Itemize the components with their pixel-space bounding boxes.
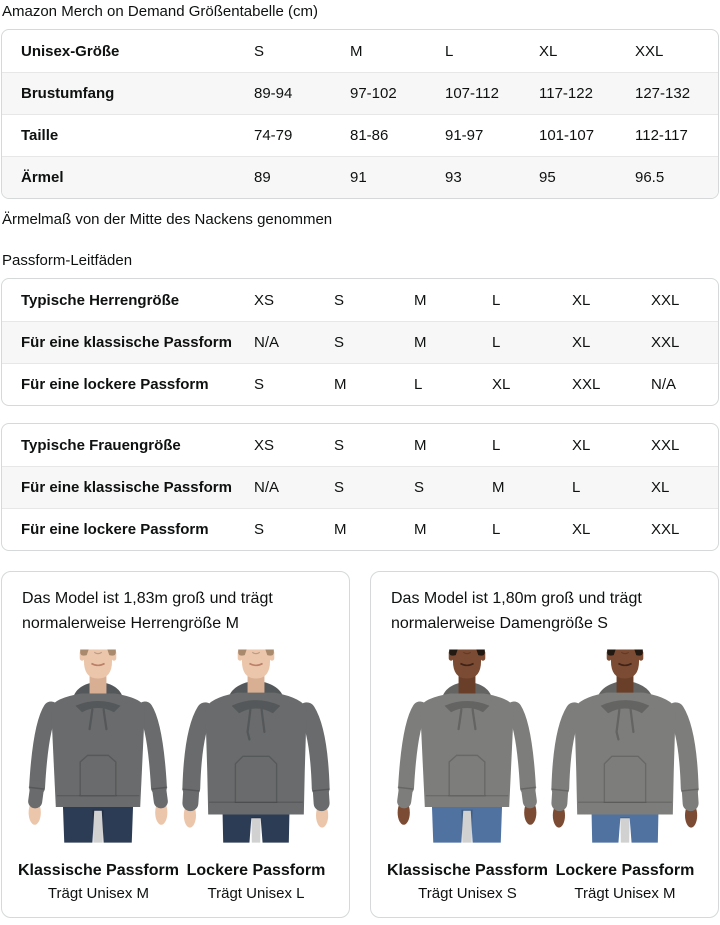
fit-cell: L [492, 521, 501, 538]
fit-cell: S [334, 479, 345, 496]
fit-label: Lockere Passform [186, 862, 326, 879]
male-model-card [1, 571, 350, 918]
male-classic-fit-photo [23, 643, 173, 849]
size-label: Trägt Unisex L [207, 885, 305, 902]
row-label: Für eine klassische Passform [21, 334, 232, 351]
fit-cell: L [492, 334, 501, 351]
men-fit-table [1, 278, 719, 406]
table-row [2, 321, 718, 363]
fit-cell: S [334, 436, 345, 454]
fit-guides-title: Passform-Leitfäden [2, 252, 133, 269]
fit-cell: XL [572, 521, 591, 538]
model-description: Das Model ist 1,83m groß und trägt normalerweise Herrengröße M [22, 590, 273, 632]
row-label: Für eine lockere Passform [21, 376, 209, 393]
fit-label: Lockere Passform [555, 862, 695, 879]
measure-cell: 93 [445, 169, 462, 186]
fit-cell: L [414, 376, 423, 393]
fit-cell: S [334, 334, 345, 351]
table-row [2, 72, 718, 114]
row-label: Typische Frauengröße [21, 436, 181, 454]
fit-cell: L [572, 479, 581, 496]
figure-grid [387, 636, 702, 905]
male-loose-fit-photo [181, 643, 331, 849]
fit-cell: M [414, 291, 427, 309]
fit-cell: XL [651, 479, 670, 496]
measure-cell: 81-86 [350, 127, 389, 144]
size-label: Trägt Unisex S [418, 885, 517, 902]
measure-cell: 107-112 [445, 85, 499, 102]
fit-label: Klassische Passform [387, 862, 548, 879]
page-title: Amazon Merch on Demand Größentabelle (cm) [2, 3, 318, 20]
model-description: Das Model ist 1,80m groß und trägt normalerweise Damengröße S [391, 590, 642, 632]
size-header-cell: M [350, 42, 363, 60]
measure-cell: 97-102 [350, 85, 397, 102]
table-row [2, 279, 718, 321]
model-cards-row [1, 571, 719, 918]
row-label: Für eine klassische Passform [21, 479, 232, 496]
female-model-card [370, 571, 719, 918]
row-label: Ärmel [21, 169, 64, 186]
fit-cell: N/A [254, 334, 280, 351]
fit-cell: XL [572, 334, 591, 351]
fit-label: Klassische Passform [18, 862, 179, 879]
model-figure-loose [179, 636, 333, 905]
measure-cell: 89-94 [254, 85, 293, 102]
measure-cell: 91-97 [445, 127, 484, 144]
size-header-cell: S [254, 42, 265, 60]
row-label: Für eine lockere Passform [21, 521, 209, 538]
model-figure-classic [387, 636, 548, 905]
measure-cell: 96.5 [635, 169, 665, 186]
fit-cell: XL [572, 291, 591, 309]
row-label: Taille [21, 127, 59, 144]
measure-cell: 91 [350, 169, 367, 186]
size-label: Trägt Unisex M [47, 885, 150, 902]
size-header-cell: L [445, 42, 454, 60]
fit-cell: N/A [651, 376, 677, 393]
fit-cell: XS [254, 436, 275, 454]
women-fit-table [1, 423, 719, 551]
measure-cell: 74-79 [254, 127, 293, 144]
model-figure-loose [548, 636, 702, 905]
fit-cell: XXL [651, 521, 680, 538]
measure-cell: 112-117 [635, 127, 688, 144]
size-label: Trägt Unisex M [574, 885, 676, 902]
size-header-cell: XL [539, 42, 558, 60]
row-label: Unisex-Größe [21, 42, 120, 60]
table-row [2, 466, 718, 508]
row-label: Brustumfang [21, 85, 115, 102]
fit-cell: L [492, 291, 501, 309]
table-row [2, 508, 718, 550]
model-figure-classic [18, 636, 179, 905]
measure-cell: 127-132 [635, 85, 691, 102]
figure-grid [18, 636, 333, 905]
fit-cell: M [334, 376, 347, 393]
table-row [2, 424, 718, 466]
table-row [2, 114, 718, 156]
measure-cell: 117-122 [539, 85, 593, 102]
row-label: Typische Herrengröße [21, 291, 180, 309]
fit-cell: M [414, 521, 427, 538]
fit-cell: N/A [254, 479, 280, 496]
measure-cell: 101-107 [539, 127, 595, 144]
table-row [2, 156, 718, 198]
fit-cell: L [492, 436, 501, 454]
fit-cell: S [254, 521, 265, 538]
size-header-cell: XXL [635, 42, 664, 60]
female-classic-fit-photo [392, 643, 542, 849]
table-row [2, 363, 718, 405]
sleeve-measure-note: Ärmelmaß von der Mitte des Nackens genommen [2, 211, 333, 228]
fit-cell: S [254, 376, 265, 393]
measure-cell: 95 [539, 169, 556, 186]
fit-cell: M [414, 436, 427, 454]
fit-cell: XS [254, 291, 275, 309]
fit-cell: XL [492, 376, 511, 393]
unisex-size-table [1, 29, 719, 199]
measure-cell: 89 [254, 169, 271, 186]
fit-cell: XXL [651, 436, 680, 454]
fit-cell: S [334, 291, 345, 309]
fit-cell: XXL [572, 376, 601, 393]
fit-cell: M [492, 479, 505, 496]
fit-cell: M [334, 521, 347, 538]
table-header-row [2, 30, 718, 72]
fit-cell: M [414, 334, 427, 351]
fit-cell: XXL [651, 334, 680, 351]
fit-cell: XL [572, 436, 591, 454]
female-loose-fit-photo [550, 643, 700, 849]
fit-cell: S [414, 479, 425, 496]
fit-cell: XXL [651, 291, 680, 309]
